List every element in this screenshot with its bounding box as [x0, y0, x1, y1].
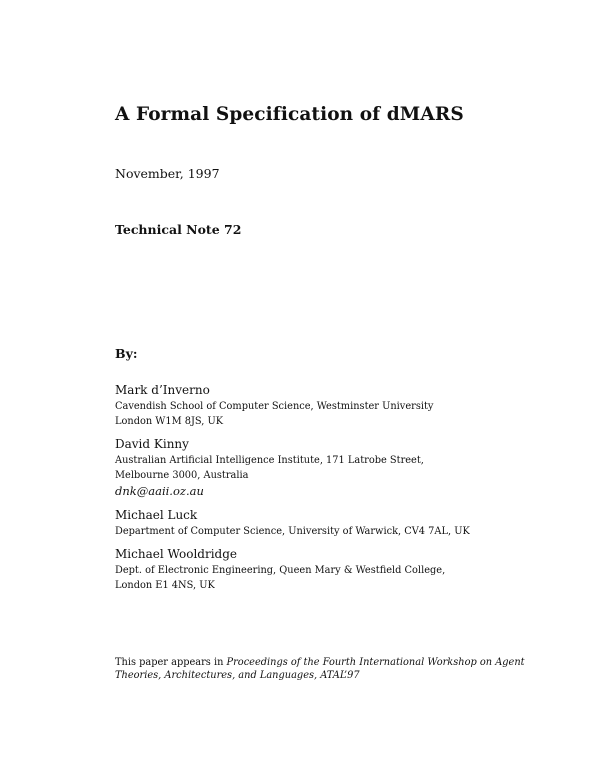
- author-block: [115, 436, 575, 500]
- author-list: [115, 382, 575, 600]
- author-affiliation: Melbourne 3000, Australia: [115, 470, 249, 481]
- author-email: dnk@aaii.oz.au: [115, 484, 204, 498]
- technical-note-number: Technical Note 72: [115, 222, 242, 237]
- author-name: Michael Wooldridge: [115, 547, 238, 561]
- author-name: Mark d’Inverno: [115, 383, 210, 397]
- proceedings-title-line2: Theories, Architectures, and Languages, ATAL’97: [115, 670, 360, 681]
- author-affiliation: London E1 4NS, UK: [115, 580, 215, 591]
- author-affiliation: London W1M 8JS, UK: [115, 416, 224, 427]
- author-name: Michael Luck: [115, 508, 198, 522]
- publication-note: [115, 656, 555, 682]
- author-affiliation: Dept. of Electronic Engineering, Queen Mary & Westfield College,: [115, 565, 446, 576]
- authors-heading: By:: [115, 346, 138, 361]
- author-affiliation: Australian Artificial Intelligence Institute, 171 Latrobe Street,: [115, 455, 424, 466]
- author-block: [115, 546, 575, 593]
- publication-note-prefix: This paper appears in: [115, 657, 227, 668]
- proceedings-title-line1: Proceedings of the Fourth International Workshop on Agent: [226, 657, 525, 668]
- author-affiliation: Cavendish School of Computer Science, Westminster University: [115, 401, 434, 412]
- author-name: David Kinny: [115, 437, 189, 451]
- document-title: A Formal Specification of dMARS: [115, 104, 464, 125]
- author-affiliation: Department of Computer Science, University of Warwick, CV4 7AL, UK: [115, 526, 470, 537]
- author-block: [115, 507, 575, 539]
- author-block: [115, 382, 575, 429]
- document-date: November, 1997: [115, 166, 220, 181]
